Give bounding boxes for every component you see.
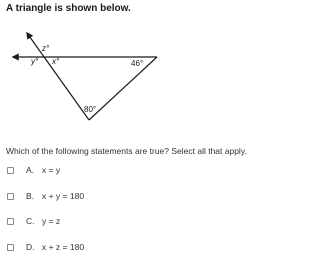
choice-letter-a: A. — [26, 165, 35, 175]
left-side-extended — [27, 33, 89, 120]
right-side — [89, 57, 157, 120]
angle-label-x: x° — [52, 57, 60, 66]
choice-text-c: y = z — [42, 216, 61, 226]
choice-b[interactable] — [7, 190, 84, 202]
angle-label-y: y° — [31, 57, 39, 66]
checkbox-d[interactable] — [7, 244, 14, 251]
choice-letter-b: B. — [26, 191, 35, 201]
question-text: Which of the following statements are true? Select all that apply. — [6, 146, 247, 156]
checkbox-a[interactable] — [7, 167, 14, 174]
checkbox-b[interactable] — [7, 193, 14, 200]
choice-d[interactable] — [7, 241, 84, 253]
angle-label-z: z° — [42, 44, 50, 53]
choice-text-a: x = y — [42, 165, 61, 175]
choice-letter-d: D. — [26, 242, 35, 252]
prompt-text: A triangle is shown below. — [6, 3, 131, 14]
checkbox-c[interactable] — [7, 218, 14, 225]
angle-label-right: 46° — [131, 59, 144, 68]
choice-text-d: x + z = 180 — [42, 242, 85, 252]
angle-label-bottom: 80° — [84, 105, 97, 114]
choice-c[interactable] — [7, 215, 60, 227]
choice-a[interactable] — [7, 164, 60, 176]
choice-letter-c: C. — [26, 216, 35, 226]
choice-text-b: x + y = 180 — [42, 191, 85, 201]
